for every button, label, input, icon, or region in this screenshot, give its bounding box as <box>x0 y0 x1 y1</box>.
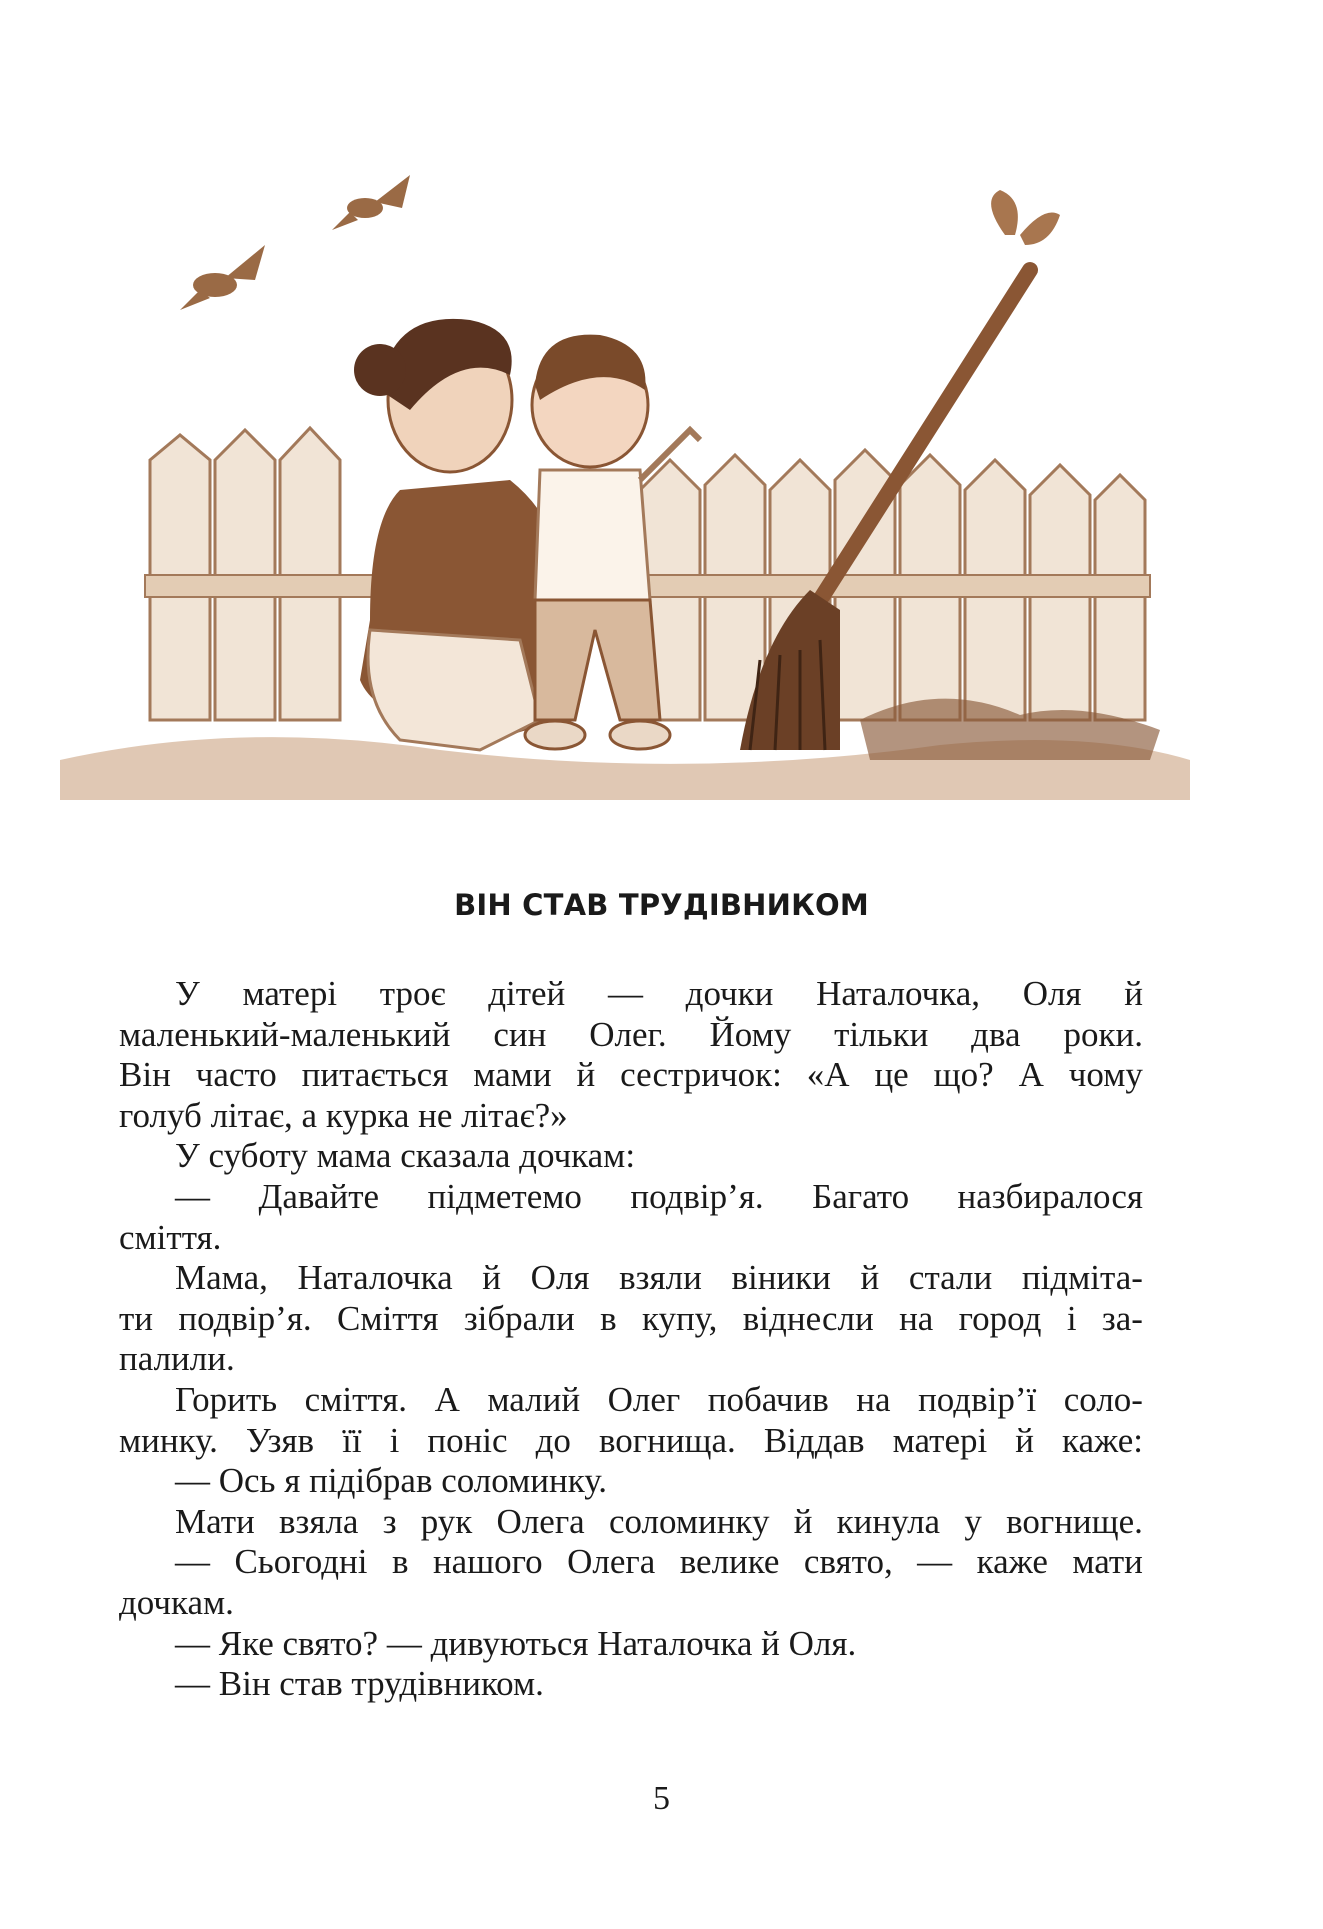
story-line: палили. <box>119 1339 235 1379</box>
story-title: ВІН СТАВ ТРУДІВНИКОМ <box>454 888 869 922</box>
story-line: сміття. <box>119 1217 222 1257</box>
story-line: — Він став трудівником. <box>175 1664 544 1704</box>
page-number: 5 <box>653 1780 670 1817</box>
story-line: минку. Узяв її і поніс до вогнища. Віддав матері й каже: <box>119 1420 1143 1460</box>
story-line: Мати взяла з рук Олега соломинку й кинула у вогнище. <box>175 1501 1143 1541</box>
story-line: Мама, Наталочка й Оля взяли віники й стали підміта- <box>175 1258 1143 1298</box>
story-line: У матері троє дітей — дочки Наталочка, Оля й <box>175 974 1143 1013</box>
story-line: ти подвір’я. Сміття зібрали в купу, віднесли на город і за- <box>119 1298 1143 1338</box>
story-line: Горить сміття. А малий Олег побачив на подвір’ї соло- <box>175 1379 1143 1419</box>
sepia-illustration-icon <box>40 160 1210 840</box>
story-line: голуб літає, а курка не літає?» <box>119 1095 568 1135</box>
story-line: дочкам. <box>119 1582 234 1622</box>
story-line: У суботу мама сказала дочкам: <box>175 1136 636 1176</box>
story-illustration <box>40 160 1210 840</box>
story-line: — Сьогодні в нашого Олега велике свято, — каже мати <box>175 1542 1143 1582</box>
story-body <box>119 974 1143 1705</box>
story-line: Він часто питається мами й сестричок: «А це що? А чому <box>119 1055 1143 1095</box>
story-line: маленький-маленький син Олег. Йому тільки два роки. <box>119 1014 1143 1054</box>
story-line: — Яке свято? — дивуються Наталочка й Оля. <box>175 1623 857 1663</box>
story-line: — Давайте підметемо подвір’я. Багато назбиралося <box>175 1176 1143 1216</box>
story-line: — Ось я підібрав соломинку. <box>175 1461 607 1501</box>
